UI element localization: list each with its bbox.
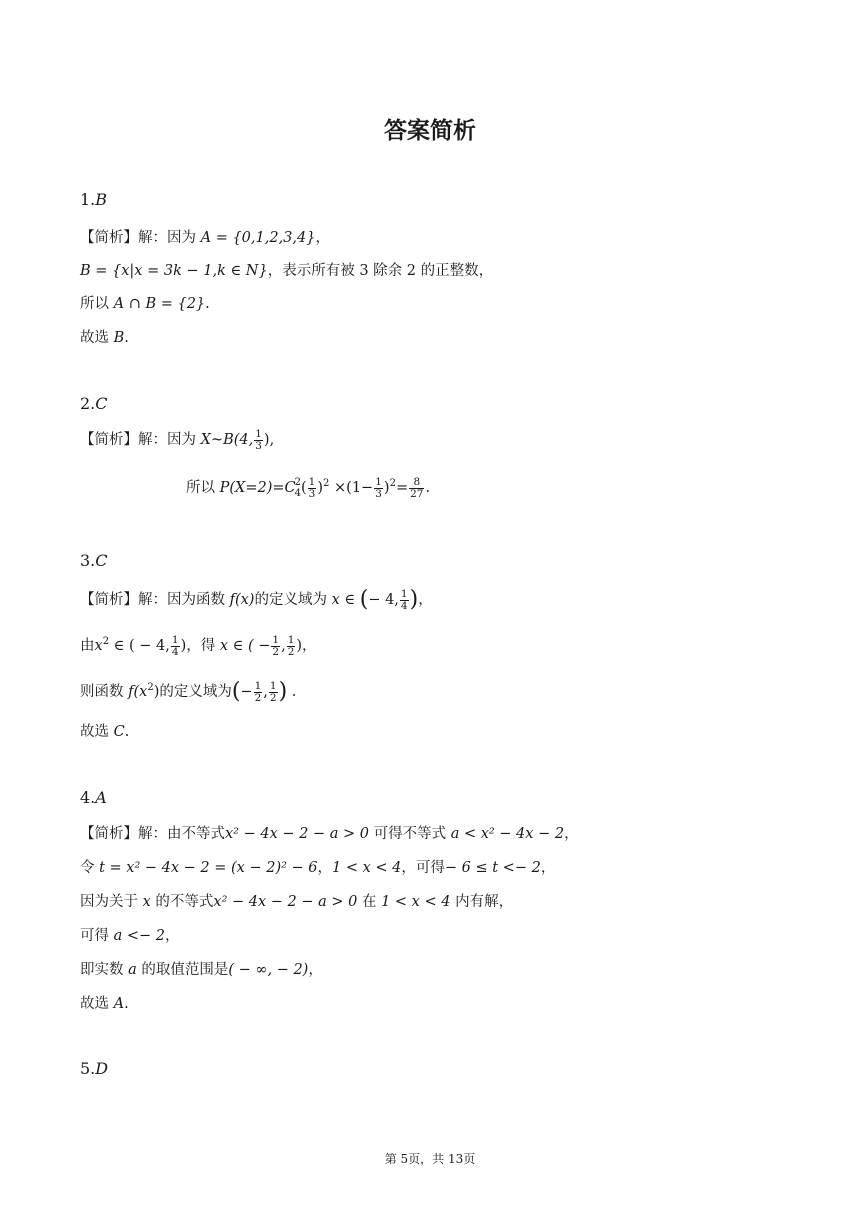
page-footer: 第 5页，共 13页 — [384, 1152, 476, 1166]
question-2-number: 2.C — [80, 394, 108, 413]
q3-line-1: 【简析】解：因为函数 f(x)的定义域为 x ∈ (− 4, $\frac{1}{4}$ )， — [80, 587, 433, 612]
q3-line-3: 则函数 $f(x^2)$的定义域为(− $\frac{1}{2}$ , $\frac{1}{2}$ ) . — [80, 679, 297, 704]
q2-line-1: 【简析】解：因为 X~B(4, $\frac{1}{3}$ ), — [80, 427, 275, 452]
question-3-number: 3.C — [80, 551, 108, 570]
question-4-number: 4.A — [80, 788, 107, 807]
question-1-number: 1.B — [80, 190, 108, 209]
q4-line-1: 【简析】解：由不等式x² − 4x − 2 − a > 0 可得不等式 a < x² − 4x − 2， — [80, 826, 579, 842]
q2-line-2: 所以 P(X=2)=C 2 4 ( $\frac{1}{3}$ )$^2$ ×(1− $\frac{1}{3}$ )$^2$= $\frac{8}{27}$ . — [186, 475, 431, 500]
page-title: 答案简析 — [384, 118, 476, 144]
q4-line-6: 故选 A. — [80, 996, 129, 1012]
q1-line-1: 【简析】解：因为 A = {0,1,2,3,4}， — [80, 230, 330, 246]
q4-line-3: 因为关于 x 的不等式x² − 4x − 2 − a > 0 在 1 < x < 4 内有解， — [80, 894, 514, 910]
q1-line-2: B = {x|x = 3k − 1,k ∈ N}，表示所有被 3 除余 2 的正整数， — [80, 263, 494, 279]
q3-line-4: 故选 C. — [80, 724, 130, 740]
q4-line-4: 可得 a <− 2， — [80, 928, 180, 944]
q4-line-2: 令 t = x² − 4x − 2 = (x − 2)² − 6，1 < x < 4，可得− 6 ≤ t <− 2， — [80, 860, 556, 876]
q1-line-4: 故选 B. — [80, 330, 129, 346]
q1-line-3: 所以 A ∩ B = {2}. — [80, 296, 210, 312]
question-5-number: 5.D — [80, 1059, 109, 1078]
q3-line-2: 由$x^2$ ∈ ( − 4, $\frac{1}{4}$ )，得 x ∈ ( − $\frac{1}{2}$ , $\frac{1}{2}$ )， — [80, 633, 317, 658]
q4-line-5: 即实数 a 的取值范围是( − ∞, − 2)， — [80, 962, 323, 978]
